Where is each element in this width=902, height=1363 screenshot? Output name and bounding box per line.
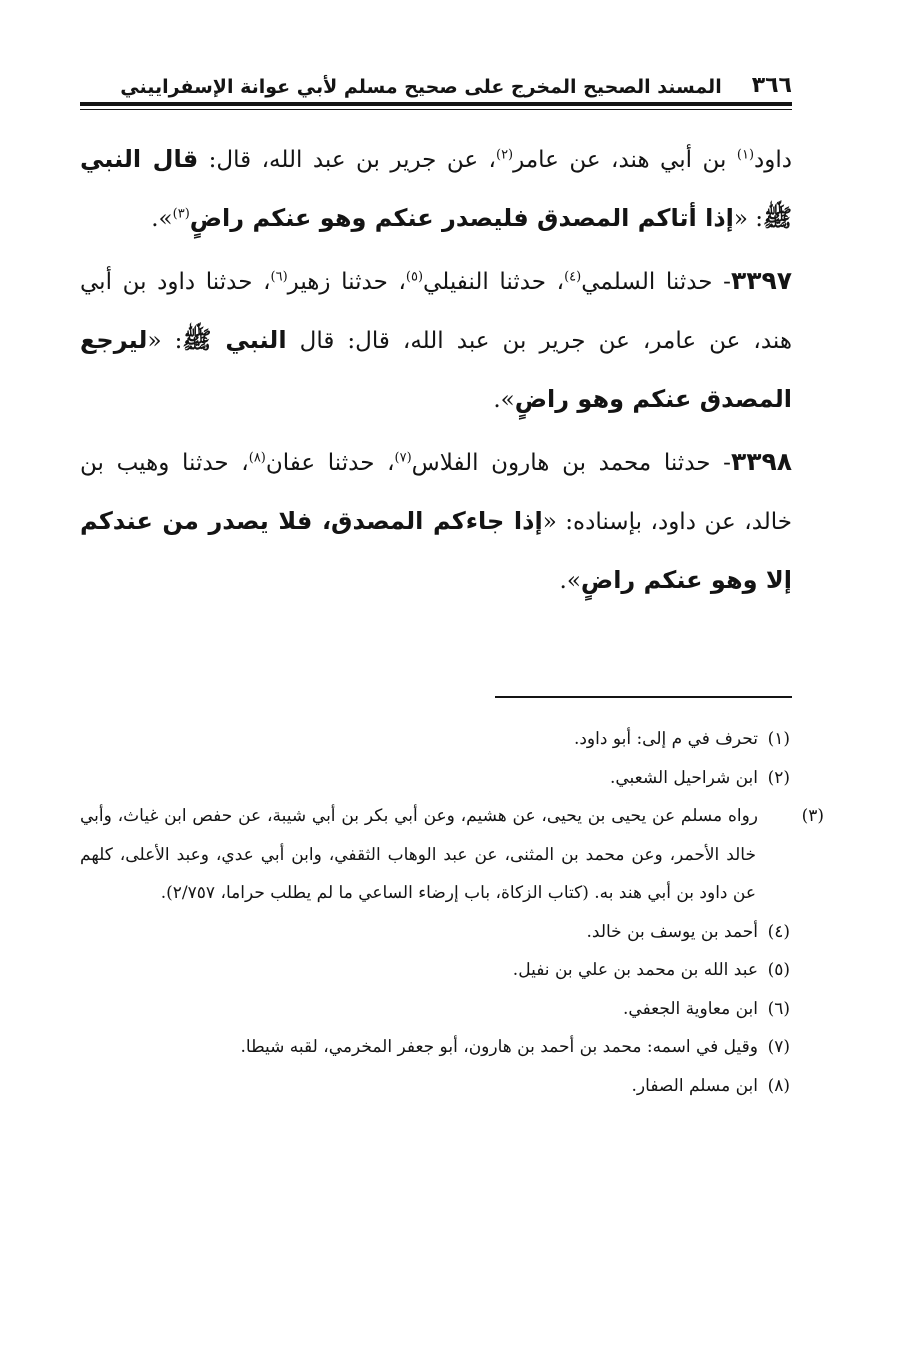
bold-text: النبي ﷺ xyxy=(182,326,287,354)
footnote-label: (٨) xyxy=(767,1075,790,1096)
footnote-text: أحمد بن يوسف بن خالد. xyxy=(586,921,758,942)
footnote-label: (٦) xyxy=(767,998,790,1019)
footnote-text: وقيل في اسمه: محمد بن أحمد بن هارون، أبو جعفر المخرمي، لقبه شيطا. xyxy=(240,1037,758,1057)
footnote xyxy=(80,797,824,913)
paragraph-continued xyxy=(80,130,792,248)
footnote xyxy=(80,1028,790,1067)
text-run: ، حدثنا عفان xyxy=(265,450,395,476)
hadith-number: ٣٣٩٨ xyxy=(730,447,792,476)
footnote xyxy=(80,913,790,952)
text-run: ». xyxy=(559,568,581,594)
text-run: ، حدثنا داود بن أبي هند، عن عامر، عن جرير بن عبد الله، قال: قال xyxy=(80,269,792,354)
main-text xyxy=(80,130,792,610)
footnote-ref: (٦) xyxy=(270,269,288,285)
text-run: ». xyxy=(493,387,515,413)
header-rule-thin xyxy=(80,109,792,110)
footnote xyxy=(80,1067,790,1106)
footnote-label: (٤) xyxy=(767,921,790,942)
text-run: - حدثنا السلمي xyxy=(581,269,731,295)
footnote-ref: (٧) xyxy=(394,450,412,466)
running-header xyxy=(80,60,792,98)
text-run: - حدثنا محمد بن هارون الفلاس xyxy=(411,450,731,476)
footnote-label: (١) xyxy=(767,729,790,749)
footnotes xyxy=(80,720,824,1105)
hadith-number: ٣٣٩٧ xyxy=(730,266,792,295)
footnote-text: ابن معاوية الجعفي. xyxy=(623,998,758,1019)
hadith-paragraph xyxy=(80,433,792,610)
footnote-ref: (٤) xyxy=(564,269,582,285)
footnote-text: عبد الله بن محمد بن علي بن نفيل. xyxy=(512,960,758,980)
hadith-text: إذا أتاكم المصدق فليصدر عنكم وهو عنكم راضٍ xyxy=(189,204,734,232)
footnote-label: (٥) xyxy=(767,960,790,980)
text-run: : « xyxy=(147,328,183,354)
footnote-separator xyxy=(495,696,792,698)
text-run: ». xyxy=(151,206,173,232)
text-run: ، حدثنا النفيلي xyxy=(423,269,565,295)
text-run: داود xyxy=(754,147,792,173)
page-number: ٣٦٦ xyxy=(751,73,792,98)
running-title: المسند الصحيح المخرج على صحيح مسلم لأبي عوانة الإسفراييني xyxy=(120,76,722,98)
footnote-label: (٢) xyxy=(767,767,790,788)
footnote-ref: (٢) xyxy=(495,147,514,163)
text-run: ، حدثنا وهيب بن خالد، عن داود، بإسناده: « xyxy=(80,450,792,535)
text-run: ، حدثنا زهير xyxy=(287,269,406,295)
footnote-ref: (٣) xyxy=(172,206,190,222)
text-run: بن أبي هند، عن عامر xyxy=(513,147,737,173)
footnote xyxy=(80,951,790,990)
footnote-label: (٣) xyxy=(801,806,824,826)
footnote-text: تحرف في م إلى: أبو داود. xyxy=(573,729,758,749)
text-run: : « xyxy=(733,206,763,232)
hadith-paragraph xyxy=(80,252,792,429)
text-run: ، عن جرير بن عبد الله، قال: xyxy=(198,147,496,173)
footnote-ref: (١) xyxy=(736,147,755,163)
header-rule xyxy=(80,102,792,106)
footnote-ref: (٨) xyxy=(248,450,266,466)
footnote xyxy=(80,990,790,1029)
footnote xyxy=(80,720,790,759)
footnote xyxy=(80,759,790,798)
footnote-text: ابن مسلم الصفار. xyxy=(631,1075,758,1096)
footnote-ref: (٥) xyxy=(405,269,424,285)
book-page xyxy=(80,60,824,1105)
footnote-text: ابن شراحيل الشعبي. xyxy=(609,767,758,788)
footnote-text: رواه مسلم عن يحيى بن يحيى، عن هشيم، وعن أبي بكر بن أبي شيبة، عن حفص ابن غياث، وأبي خالد الأحمر، وعن محمد بن المثنى، عن عبد الوهاب الثقفي، وابن أبي عدي، وعبد الأعلى، كلهم عن داود بن أبي هند به. (كتاب الزكاة، باب إرضاء الساعي ما لم يطلب حراما، ٢/٧٥٧). xyxy=(80,806,758,903)
hadith-text: إذا جاءكم المصدق، فلا يصدر من عندكم إلا وهو عنكم راضٍ xyxy=(80,507,792,594)
footnote-label: (٧) xyxy=(767,1037,790,1057)
bold-text: قال النبي ﷺ xyxy=(80,145,792,232)
hadith-text: ليرجع المصدق عنكم وهو راضٍ xyxy=(80,326,792,413)
